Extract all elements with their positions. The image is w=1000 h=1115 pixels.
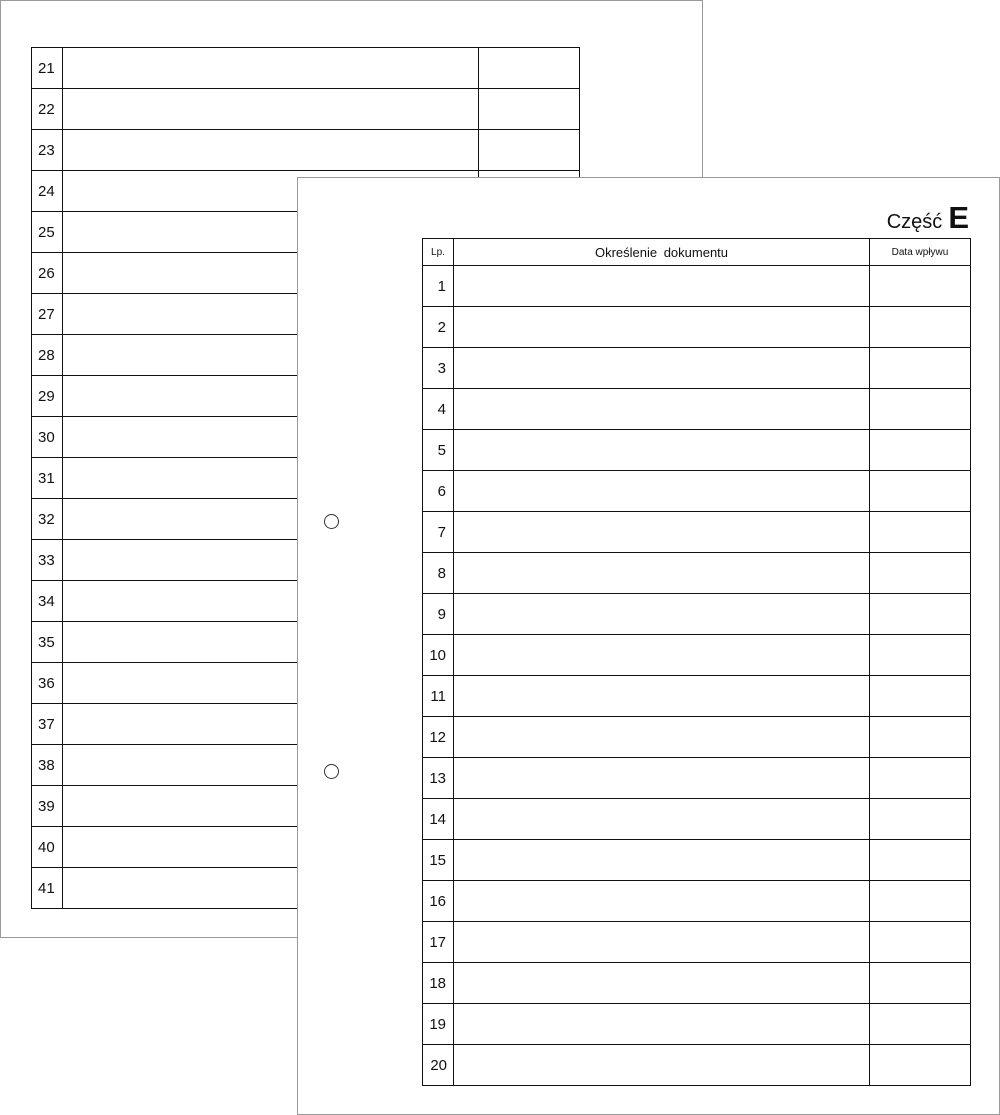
document-description-cell[interactable]: [454, 881, 870, 922]
row-number: 18: [423, 963, 454, 1004]
document-description-cell[interactable]: [454, 676, 870, 717]
receipt-date-cell[interactable]: [870, 758, 971, 799]
table-row: [32, 130, 580, 171]
document-description-cell[interactable]: [454, 553, 870, 594]
receipt-date-cell[interactable]: [870, 553, 971, 594]
table-row: [423, 389, 971, 430]
row-number: 27: [32, 294, 63, 335]
receipt-date-cell[interactable]: [870, 881, 971, 922]
document-description-cell[interactable]: [454, 348, 870, 389]
row-number: 19: [423, 1004, 454, 1045]
table-row: [32, 89, 580, 130]
table-row: [423, 963, 971, 1004]
row-number: 16: [423, 881, 454, 922]
row-number: 20: [423, 1045, 454, 1086]
row-number: 5: [423, 430, 454, 471]
table-row: [423, 758, 971, 799]
punch-hole-top: [324, 514, 339, 529]
part-label: [887, 200, 969, 236]
receipt-date-cell[interactable]: [870, 348, 971, 389]
table-row: [423, 512, 971, 553]
receipt-date-cell[interactable]: [870, 389, 971, 430]
table-row: [423, 840, 971, 881]
table-row: [423, 594, 971, 635]
row-number: 7: [423, 512, 454, 553]
document-description-cell[interactable]: [454, 799, 870, 840]
row-number: 11: [423, 676, 454, 717]
front-register-table: [422, 238, 971, 1086]
table-row: [423, 307, 971, 348]
row-number: 26: [32, 253, 63, 294]
document-description-cell[interactable]: [454, 758, 870, 799]
row-number: 41: [32, 868, 63, 909]
punch-hole-bottom: [324, 764, 339, 779]
receipt-date-cell[interactable]: [870, 1004, 971, 1045]
receipt-date-cell[interactable]: [870, 1045, 971, 1086]
receipt-date-cell[interactable]: [479, 130, 580, 171]
row-number: 13: [423, 758, 454, 799]
receipt-date-cell[interactable]: [870, 717, 971, 758]
document-description-cell[interactable]: [454, 512, 870, 553]
row-number: 29: [32, 376, 63, 417]
receipt-date-cell[interactable]: [870, 266, 971, 307]
receipt-date-cell[interactable]: [870, 922, 971, 963]
table-row: [423, 266, 971, 307]
row-number: 22: [32, 89, 63, 130]
receipt-date-cell[interactable]: [870, 635, 971, 676]
row-number: 17: [423, 922, 454, 963]
row-number: 12: [423, 717, 454, 758]
document-description-cell[interactable]: [454, 635, 870, 676]
row-number: 38: [32, 745, 63, 786]
table-row: [423, 1004, 971, 1045]
part-label-letter: E: [948, 200, 969, 235]
table-row: [423, 881, 971, 922]
document-description-cell[interactable]: [454, 840, 870, 881]
table-row: [423, 717, 971, 758]
table-row: [423, 676, 971, 717]
table-row: [423, 922, 971, 963]
row-number: 32: [32, 499, 63, 540]
row-number: 36: [32, 663, 63, 704]
row-number: 15: [423, 840, 454, 881]
header-lp: Lp.: [423, 239, 454, 266]
row-number: 39: [32, 786, 63, 827]
document-description-cell[interactable]: [63, 48, 479, 89]
table-row: [32, 48, 580, 89]
document-description-cell[interactable]: [454, 307, 870, 348]
document-description-cell[interactable]: [454, 1045, 870, 1086]
document-description-cell[interactable]: [454, 922, 870, 963]
table-row: [423, 430, 971, 471]
document-description-cell[interactable]: [454, 963, 870, 1004]
document-description-cell[interactable]: [63, 89, 479, 130]
table-row: [423, 348, 971, 389]
document-description-cell[interactable]: [63, 130, 479, 171]
row-number: 30: [32, 417, 63, 458]
table-row: [423, 799, 971, 840]
row-number: 35: [32, 622, 63, 663]
table-header-row: [423, 239, 971, 266]
header-date: Data wpływu: [870, 239, 971, 266]
receipt-date-cell[interactable]: [870, 840, 971, 881]
row-number: 34: [32, 581, 63, 622]
row-number: 24: [32, 171, 63, 212]
front-sheet: [297, 177, 1000, 1115]
receipt-date-cell[interactable]: [870, 594, 971, 635]
document-description-cell[interactable]: [454, 266, 870, 307]
document-description-cell[interactable]: [454, 471, 870, 512]
front-register-body: [423, 266, 971, 1086]
row-number: 40: [32, 827, 63, 868]
receipt-date-cell[interactable]: [479, 89, 580, 130]
receipt-date-cell[interactable]: [870, 799, 971, 840]
row-number: 8: [423, 553, 454, 594]
table-row: [423, 553, 971, 594]
part-label-word: Część: [886, 211, 943, 233]
row-number: 3: [423, 348, 454, 389]
row-number: 2: [423, 307, 454, 348]
row-number: 37: [32, 704, 63, 745]
row-number: 31: [32, 458, 63, 499]
receipt-date-cell[interactable]: [870, 307, 971, 348]
document-description-cell[interactable]: [454, 594, 870, 635]
row-number: 28: [32, 335, 63, 376]
receipt-date-cell[interactable]: [870, 676, 971, 717]
row-number: 21: [32, 48, 63, 89]
table-row: [423, 1045, 971, 1086]
receipt-date-cell[interactable]: [870, 471, 971, 512]
row-number: 4: [423, 389, 454, 430]
header-description: Określenie dokumentu: [454, 239, 870, 266]
row-number: 23: [32, 130, 63, 171]
document-description-cell[interactable]: [454, 717, 870, 758]
receipt-date-cell[interactable]: [870, 963, 971, 1004]
receipt-date-cell[interactable]: [870, 512, 971, 553]
receipt-date-cell[interactable]: [870, 430, 971, 471]
row-number: 9: [423, 594, 454, 635]
table-row: [423, 635, 971, 676]
row-number: 10: [423, 635, 454, 676]
row-number: 6: [423, 471, 454, 512]
row-number: 14: [423, 799, 454, 840]
document-description-cell[interactable]: [454, 389, 870, 430]
receipt-date-cell[interactable]: [479, 48, 580, 89]
table-row: [423, 471, 971, 512]
row-number: 33: [32, 540, 63, 581]
document-description-cell[interactable]: [454, 430, 870, 471]
row-number: 25: [32, 212, 63, 253]
row-number: 1: [423, 266, 454, 307]
document-description-cell[interactable]: [454, 1004, 870, 1045]
